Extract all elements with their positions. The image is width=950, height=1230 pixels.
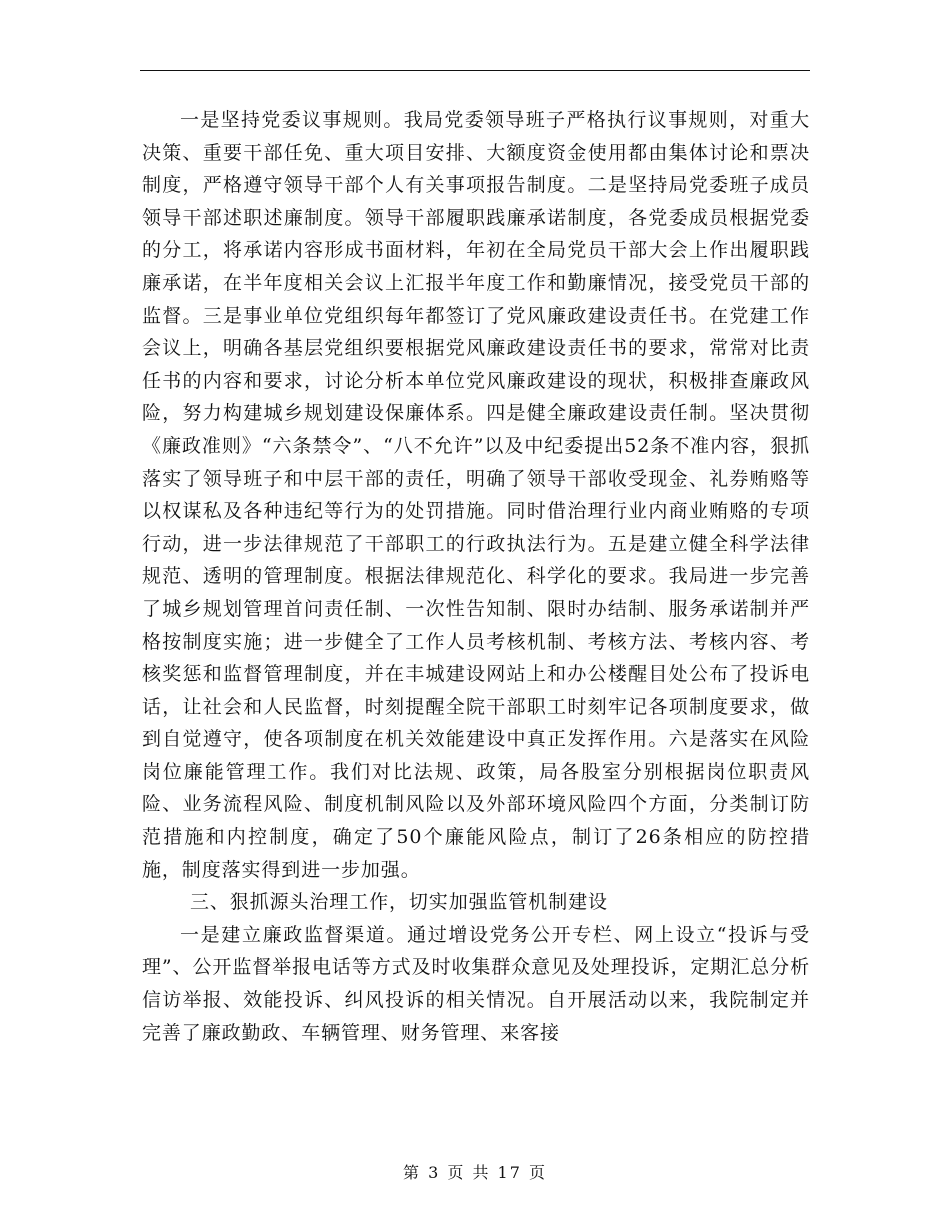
document-body [142, 104, 810, 1049]
section-heading: 三、狠抓源头治理工作，切实加强监管机制建设 [190, 891, 608, 914]
page-number-footer: 第 3 页 共 17 页 [403, 1163, 547, 1182]
paragraph-second: 一是建立廉政监督渠道。通过增设党务公开专栏、网上设立“投诉与受理”、公开监督举报电话等方式及时收集群众意见及处理投诉，定期汇总分析信访举报、效能投诉、纠风投诉的相关情况。自开展活动以来，我院制定并完善了廉政勤政、车辆管理、财务管理、来客接 [142, 923, 810, 1044]
header-rule [140, 70, 810, 71]
paragraph-first: 一是坚持党委议事规则。我局党委领导班子严格执行议事规则，对重大决策、重要干部任免、重大项目安排、大额度资金使用都由集体讨论和票决制度，严格遵守领导干部个人有关事项报告制度。二是坚持局党委班子成员领导干部述职述廉制度。领导干部履职践廉承诺制度，各党委成员根据党委的分工，将承诺内容形成书面材料，年初在全局党员干部大会上作出履职践廉承诺，在半年度相关会议上汇报半年度工作和勤廉情况，接受党员干部的监督。三是事业单位党组织每年都签订了党风廉政建设责任书。在党建工作会议上，明确各基层党组织要根据党风廉政建设责任书的要求，常常对比责任书的内容和要求，讨论分析本单位党风廉政建设的现状，积极排查廉政风险，努力构建城乡规划建设保廉体系。四是健全廉政建设责任制。坚决贯彻《廉政准则》“六条禁令”、“八不允许”以及中纪委提出52条不准内容，狠抓落实了领导班子和中层干部的责任，明确了领导干部收受现金、礼券贿赂等以权谋私及各种违纪等行为的处罚措施。同时借治理行业内商业贿赂的专项行动，进一步法律规范了干部职工的行政执法行为。五是建立健全科学法律规范、透明的管理制度。根据法律规范化、科学化的要求。我局进一步完善了城乡规划管理首问责任制、一次性告知制、限时办结制、服务承诺制并严格按制度实施；进一步健全了工作人员考核机制、考核方法、考核内容、考核奖惩和监督管理制度，并在丰城建设网站上和办公楼醒目处公布了投诉电话，让社会和人民监督，时刻提醒全院干部职工时刻牢记各项制度要求，做到自觉遵守，使各项制度在机关效能建设中真正发挥作用。六是落实在风险岗位廉能管理工作。我们对比法规、政策，局各股室分别根据岗位职责风险、业务流程风险、制度机制风险以及外部环境风险四个方面，分类制订防范措施和内控制度，确定了50个廉能风险点，制订了26条相应的防控措施，制度落实得到进一步加强。 [142, 109, 810, 881]
